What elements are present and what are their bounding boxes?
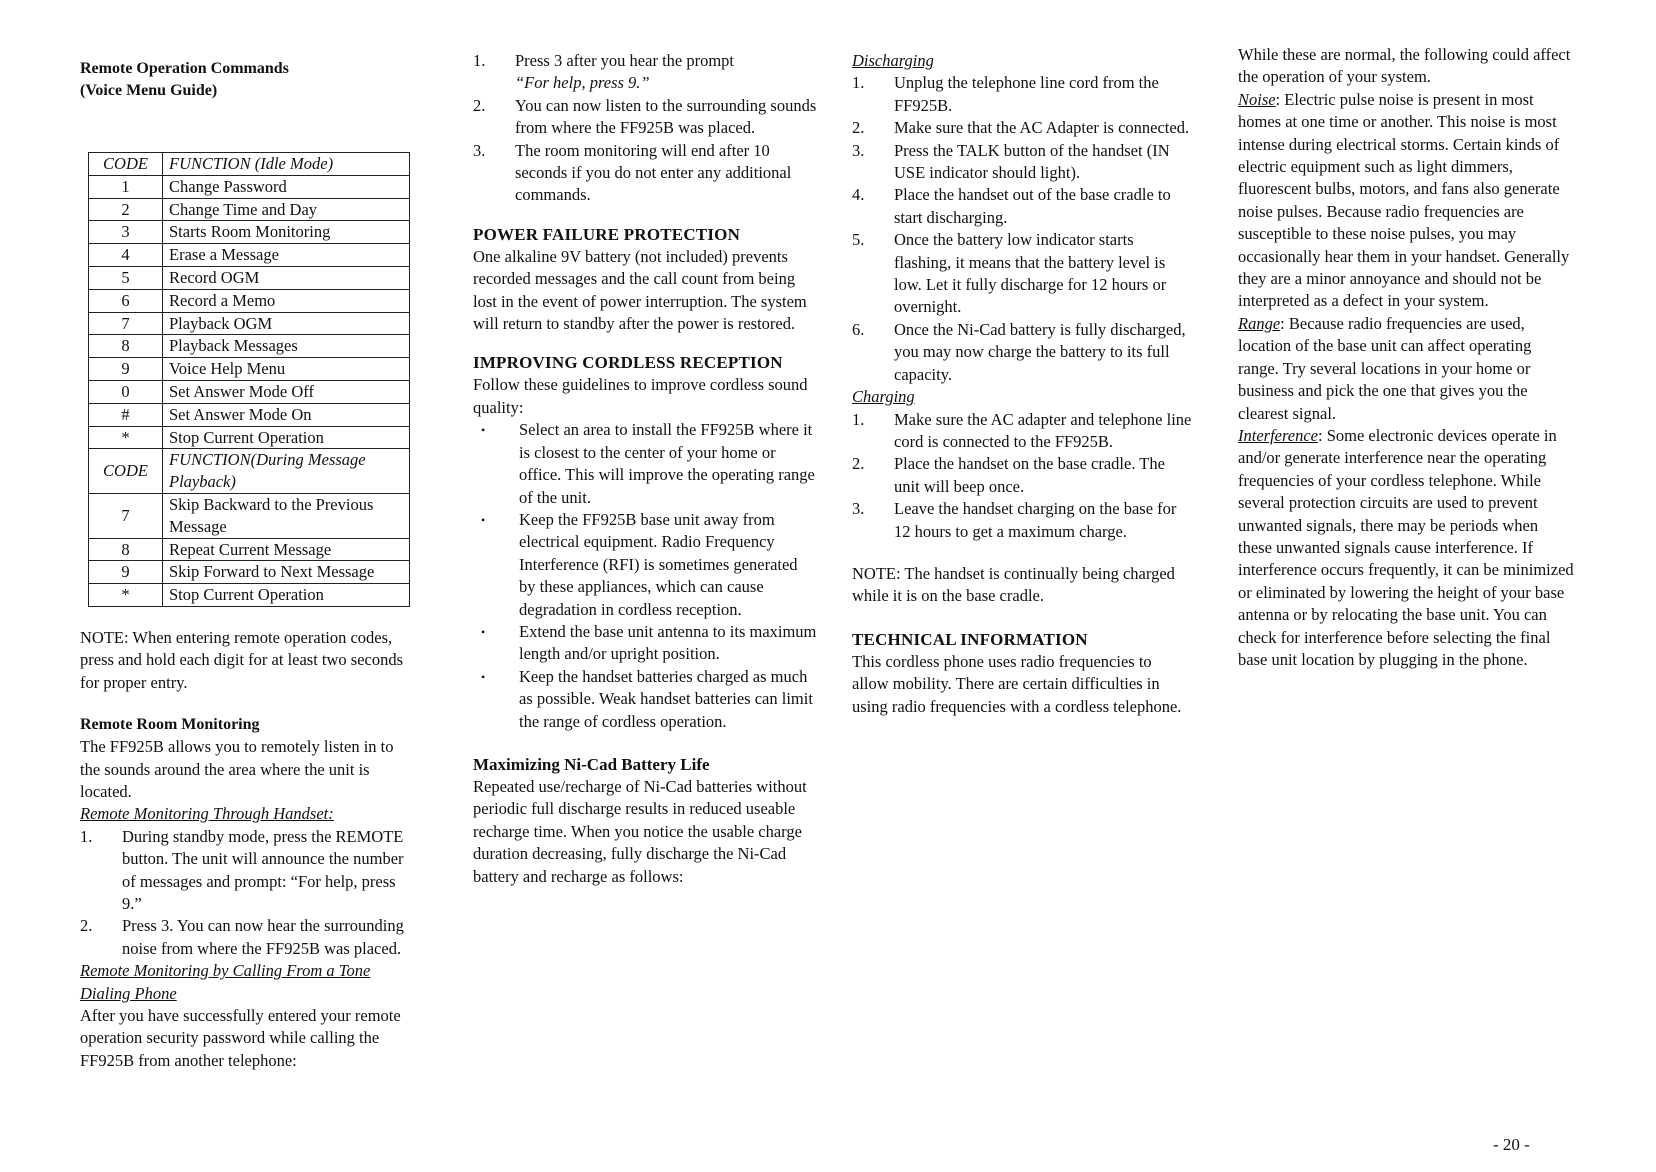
table-row [89,358,410,381]
code-cell: 3 [89,221,163,244]
code-header: CODE [89,153,163,176]
code-cell: # [89,403,163,426]
step-number: 2. [473,95,486,115]
step-text: During standby mode, press the REMOTE button. The unit will announce the number of messages and prompt: “For help, press 9.” [122,826,404,913]
function-header: FUNCTION (Idle Mode) [163,153,410,176]
table-header-row [89,153,410,176]
step-prompt: “For help, press 9.” [515,73,650,93]
room-monitoring-text: The FF925B allows you to remotely listen in to the sounds around the area where the unit is located. [80,737,394,801]
page-number: - 20 - [1493,1135,1530,1154]
note-text: The handset is continually being charged while it is on the base cradle. [852,563,1175,606]
table-row [89,312,410,335]
step-text: Press 3. You can now hear the surrounding noise from where the FF925B was placed. [122,916,404,958]
technical-heading: TECHNICAL INFORMATION [852,629,1088,649]
code-cell: * [89,584,163,607]
table-row [89,584,410,607]
cordless-guidelines [473,419,818,733]
power-failure-text: One alkaline 9V battery (not included) prevents recorded messages and the call count from being lost in the event of power interruption. The system will return to standby after the power is restored. [473,246,807,334]
code-cell: 7 [89,493,163,538]
charging-heading: Charging [852,387,915,407]
code-cell: 5 [89,266,163,289]
table-header-row [89,449,410,494]
table-row [89,426,410,449]
range-label: Range [1238,313,1281,333]
code-cell: 4 [89,244,163,267]
noise-paragraph [1238,89,1576,313]
table-row [89,244,410,267]
interference-paragraph [1238,425,1576,671]
step-text: You can now listen to the surrounding sounds from where the FF925B was placed. [515,95,817,138]
function-cell: Playback Messages [163,335,410,358]
note-label: NOTE: [80,627,129,647]
list-item [852,117,1192,139]
list-item [852,140,1192,185]
handset-steps [80,826,415,960]
battery-life-text: Repeated use/recharge of Ni-Cad batteries without periodic full discharge results in reduced useable recharge time. When you notice the usable charge duration decreasing, fully discharge the Ni-Cad battery and recharge as follows: [473,776,807,886]
bullet-icon: • [481,624,486,639]
step-number: 1. [852,73,865,93]
list-item [473,95,818,140]
column-3 [852,50,1192,718]
list-item [473,140,818,207]
list-item [473,509,818,621]
bullet-text: Extend the base unit antenna to its maximum length and/or upright position. [519,621,817,664]
step-text: Once the battery low indicator starts flashing, it means that the battery level is low. Let it fully discharge for 12 hours or overnight. [894,230,1167,317]
table-row [89,198,410,221]
function-cell: Skip Backward to the Previous Message [163,493,410,538]
step-number: 4. [852,185,865,205]
list-item [852,229,1192,319]
code-cell: 7 [89,312,163,335]
step-number: 3. [852,140,865,160]
function-cell: Stop Current Operation [163,584,410,607]
code-cell: 8 [89,335,163,358]
page-title: Remote Operation Commands [80,60,289,77]
step-number: 6. [852,319,865,339]
function-cell: Change Password [163,175,410,198]
note-text: When entering remote operation codes, press and hold each digit for at least two seconds for proper entry. [80,627,404,692]
power-failure-heading: POWER FAILURE PROTECTION [473,224,741,244]
table-row [89,266,410,289]
column-1 [80,58,415,1072]
range-text: : Because radio frequencies are used, location of the base unit can affect operating range. Try several locations in your home or business and pick the one that gives you the clearest signal. [1238,313,1532,423]
function-cell: Set Answer Mode Off [163,380,410,403]
technical-text: This cordless phone uses radio frequencies to allow mobility. There are certain difficulties in using radio frequencies with a cordless telephone. [852,651,1182,716]
function-cell: Voice Help Menu [163,358,410,381]
step-text: Place the handset on the base cradle. The unit will beep once. [894,454,1165,496]
step-text: Once the Ni-Cad battery is fully discharged, you may now charge the battery to its full capacity. [894,319,1186,384]
step-text: Leave the handset charging on the base for 12 hours to get a maximum charge. [894,499,1177,541]
step-number: 1. [473,51,486,70]
step-number: 2. [852,118,865,138]
bullet-text: Keep the handset batteries charged as much as possible. Weak handset batteries can limit the range of cordless operation. [519,666,813,731]
calling-heading: Remote Monitoring by Calling From a Tone Dialing Phone [80,961,371,1003]
code-cell: 8 [89,538,163,561]
table-row [89,561,410,584]
list-item [473,666,818,733]
table-row [89,289,410,312]
bullet-text: Select an area to install the FF925B where it is closest to the center of your home or office. This will improve the operating range of the unit. [519,420,815,507]
charging-steps [852,409,1192,543]
noise-text: : Electric pulse noise is present in most homes at one time or another. This noise is most intense during electrical storms. Certain kinds of electric equipment such as light dimmers, fluorescent bulbs, motors, and fans also generate noise pulses. Because radio frequencies are susceptible to these noise pulses, you may occasionally hear them in your handset. Generally they are a minor annoyance and should not be interpreted as a defect in your system. [1238,89,1570,311]
function-cell: Set Answer Mode On [163,403,410,426]
calling-text: After you have successfully entered your remote operation security password while calling the FF925B from another telephone: [80,1006,401,1070]
list-item [80,826,415,916]
step-number: 3. [852,499,865,519]
commands-table [88,152,410,607]
code-cell: 9 [89,561,163,584]
list-item [473,621,818,666]
code-cell: 2 [89,198,163,221]
step-text: Place the handset out of the base cradle to start discharging. [894,185,1171,227]
step-text: Unplug the telephone line cord from the FF925B. [894,73,1159,115]
function-cell: Record OGM [163,266,410,289]
cordless-heading: IMPROVING CORDLESS RECEPTION [473,353,783,373]
table-row [89,335,410,358]
table-row [89,221,410,244]
step-text: Make sure the AC adapter and telephone line cord is connected to the FF925B. [894,409,1192,451]
interference-intro: While these are normal, the following could affect the operation of your system. [1238,45,1571,87]
step-number: 5. [852,230,865,250]
bullet-icon: • [481,423,486,438]
function-cell: Skip Forward to Next Message [163,561,410,584]
table-row [89,175,410,198]
page-subtitle: (Voice Menu Guide) [80,82,218,99]
handset-heading: Remote Monitoring Through Handset: [80,804,334,824]
bullet-icon: • [481,512,486,527]
list-item [852,72,1192,117]
list-item [852,319,1192,386]
step-number: 2. [852,454,865,474]
room-monitoring-heading: Remote Room Monitoring [80,716,260,734]
room-monitor-steps [473,50,818,207]
column-2 [473,50,818,888]
step-number: 1. [80,826,93,846]
note-label: NOTE: [852,563,901,583]
list-item [473,419,818,509]
step-text: Make sure that the AC Adapter is connected. [894,118,1190,138]
discharging-heading: Discharging [852,51,934,70]
table-row [89,403,410,426]
table-row [89,538,410,561]
function-cell: Record a Memo [163,289,410,312]
code-cell: * [89,426,163,449]
function-cell: Playback OGM [163,312,410,335]
list-item [473,50,818,95]
code-cell: 1 [89,175,163,198]
table-row [89,493,410,538]
function-cell: Stop Current Operation [163,426,410,449]
bullet-icon: • [481,669,486,684]
charging-note [852,563,1192,608]
step-number: 2. [80,916,93,936]
remote-note [80,627,415,694]
cordless-intro: Follow these guidelines to improve cordless sound quality: [473,375,808,417]
step-text: The room monitoring will end after 10 seconds if you do not enter any additional commands. [515,140,792,205]
code-cell: 0 [89,380,163,403]
column-4 [1238,44,1576,671]
interference-label: Interference [1238,425,1319,445]
step-number: 3. [473,140,486,160]
step-number: 1. [852,409,865,429]
function-cell: Starts Room Monitoring [163,221,410,244]
code-cell: 9 [89,358,163,381]
step-text: Press the TALK button of the handset (IN USE indicator should light). [894,140,1170,183]
list-item [852,453,1192,498]
function-header: FUNCTION(During Message Playback) [163,449,410,494]
table-row [89,380,410,403]
battery-life-heading: Maximizing Ni-Cad Battery Life [473,754,710,774]
range-paragraph [1238,313,1576,425]
list-item [852,409,1192,454]
list-item [852,184,1192,229]
function-cell: Repeat Current Message [163,538,410,561]
step-text: Press 3 after you hear the prompt [515,51,735,70]
list-item [80,915,415,960]
interference-text: : Some electronic devices operate in and/or generate interference near the operating frequencies of your cordless telephone. While several protection circuits are used to prevent unwanted signals, there may be periods when these unwanted signals cause interference. If interference occurs frequently, it can be minimized or eliminated by lowering the height of your base antenna or by relocating the base unit. You can check for interference before selecting the final base unit location by plugging in the phone. [1238,425,1574,669]
discharging-steps [852,72,1192,386]
noise-label: Noise [1238,89,1276,109]
code-cell: 6 [89,289,163,312]
function-cell: Erase a Message [163,244,410,267]
code-header: CODE [89,449,163,494]
list-item [852,498,1192,543]
function-cell: Change Time and Day [163,198,410,221]
bullet-text: Keep the FF925B base unit away from electrical equipment. Radio Frequency Interference (RFI) is sometimes generated by these appliances, which can cause degradation in cordless reception. [519,509,798,619]
